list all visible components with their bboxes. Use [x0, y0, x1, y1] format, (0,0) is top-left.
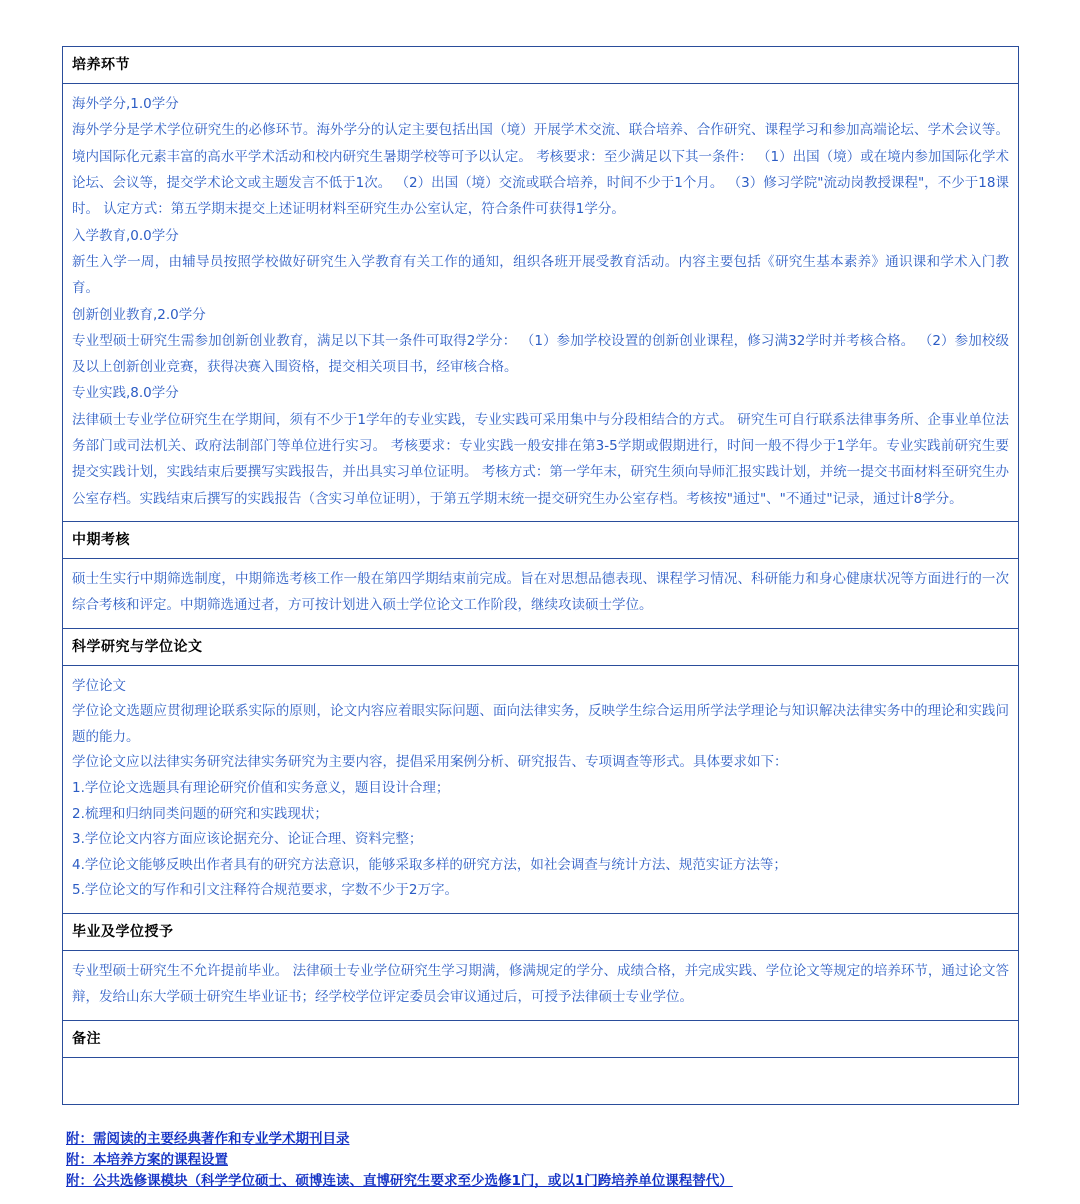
table-row-section-body — [63, 559, 1019, 629]
paragraph-thesis-requirement-5: 5.学位论文的写作和引文注释符合规范要求，字数不少于2万字。 — [72, 882, 458, 899]
section-body-midterm-assessment — [63, 559, 1019, 629]
section-heading-remarks: 备注 — [63, 1020, 1019, 1057]
paragraph-midterm-assessment: 硕士生实行中期筛选制度，中期筛选考核工作一般在第四学期结束前完成。旨在对思想品德表现、课程学习情况、科研能力和身心健康状况等方面进行的一次综合考核和评定。中期筛选通过者，方可按计划进入硕士学位论文工作阶段，继续攻读硕士学位。 — [72, 571, 1009, 614]
paragraph-thesis-requirement-3: 3.学位论文内容方面应该论据充分、论证合理、资料完整； — [72, 831, 423, 848]
attachment-link-public-elective-module[interactable]: 附：公共选修课模块（科学学位硕士、硕博连读、直博研究生要求至少选修1门，或以1门跨培养单位课程替代） — [66, 1172, 733, 1189]
section-body-graduation-and-degree — [63, 951, 1019, 1021]
attachment-link-reading-list[interactable]: 附：需阅读的主要经典著作和专业学术期刊目录 — [66, 1130, 350, 1147]
paragraph-thesis-requirement-1: 1.学位论文选题具有理论研究价值和实务意义，题目设计合理； — [72, 779, 450, 796]
table-row-section-body — [63, 951, 1019, 1021]
attachment-links — [62, 1129, 1018, 1192]
attachment-link-course-setup[interactable]: 附：本培养方案的课程设置 — [66, 1151, 228, 1168]
paragraph-professional-practice: 法律硕士专业学位研究生在学期间，须有不少于1学年的专业实践，专业实践可采用集中与分段相结合的方式。 研究生可自行联系法律事务所、企事业单位法务部门或司法机关、政府法制部门等单位进行实习。 考核要求：专业实践一般安排在第3-5学期或假期进行，时间一般不得少于1学年。专业实践前研究生要提交实践计划，实践结束后要撰写实践报告，并出具实习单位证明。 考核方式：第一学年末，研究生须向导师汇报实践计划，并统一提交书面材料至研究生办公室存档。实践结束后撰写的实践报告（含实习单位证明），于第五学期末统一提交研究生办公室存档。考核按"通过"、"不通过"记录，通过计8学分。 — [72, 411, 1009, 507]
cultivation-plan-table — [62, 46, 1019, 1105]
table-row-section-heading — [63, 522, 1019, 559]
subsection-label-professional-practice: 专业实践,8.0学分 — [72, 385, 179, 402]
paragraph-overseas-credits: 海外学分是学术学位研究生的必修环节。海外学分的认定主要包括出国（境）开展学术交流、联合培养、合作研究、课程学习和参加高端论坛、学术会议等。境内国际化元素丰富的高水平学术活动和校内研究生暑期学校等可予以认定。 考核要求：至少满足以下其一条件： （1）出国（境）或在境内参加国际化学术论坛、会议等，提交学术论文或主题发言不低于1次。 （2）出国（境）交流或联合培养，时间不少于1个月。 （3）修习学院"流动岗教授课程"，不少于18课时。 认定方式：第五学期末提交上述证明材料至研究生办公室认定，符合条件可获得1学分。 — [72, 122, 1009, 218]
section-heading-graduation-and-degree: 毕业及学位授予 — [63, 914, 1019, 951]
table-row-section-body — [63, 665, 1019, 913]
paragraph-thesis-requirement-4: 4.学位论文能够反映出作者具有的研究方法意识，能够采取多样的研究方法，如社会调查与统计方法、规范实证方法等； — [72, 856, 787, 873]
paragraph-thesis-topic: 学位论文选题应贯彻理论联系实际的原则，论文内容应着眼实际问题、面向法律实务，反映学生综合运用所学法学理论与知识解决法律实务中的理论和实践问题的能力。 — [72, 702, 1009, 745]
section-heading-training-stages: 培养环节 — [63, 47, 1019, 84]
table-row-section-body — [63, 84, 1019, 522]
table-row-section-heading — [63, 628, 1019, 665]
table-row-section-heading — [63, 47, 1019, 84]
table-row-section-heading — [63, 1020, 1019, 1057]
table-row-section-body — [63, 1057, 1019, 1104]
subsection-label-innovation-education: 创新创业教育,2.0学分 — [72, 306, 206, 323]
section-heading-research-and-thesis: 科学研究与学位论文 — [63, 628, 1019, 665]
paragraph-graduation-and-degree: 专业型硕士研究生不允许提前毕业。 法律硕士专业学位研究生学习期满，修满规定的学分、成绩合格，并完成实践、学位论文等规定的培养环节，通过论文答辩，发给山东大学硕士研究生毕业证书；经学校学位评定委员会审议通过后，可授予法律硕士专业学位。 — [72, 963, 1009, 1006]
subsection-label-overseas-credits: 海外学分,1.0学分 — [72, 96, 179, 112]
paragraph-thesis-requirement-2: 2.梳理和归纳同类问题的研究和实践现状； — [72, 805, 328, 822]
table-row-section-heading — [63, 914, 1019, 951]
paragraph-innovation-education: 专业型硕士研究生需参加创新创业教育，满足以下其一条件可取得2学分： （1）参加学校设置的创新创业课程，修习满32学时并考核合格。 （2）参加校级及以上创新创业竞赛，获得决赛入围资格，提交相关项目书，经审核合格。 — [72, 332, 1009, 376]
subsection-label-thesis: 学位论文 — [72, 677, 126, 694]
section-heading-midterm-assessment: 中期考核 — [63, 522, 1019, 559]
paragraph-orientation: 新生入学一周，由辅导员按照学校做好研究生入学教育有关工作的通知，组织各班开展受教育活动。内容主要包括《研究生基本素养》通识课和学术入门教育。 — [72, 253, 1009, 297]
section-body-training-stages — [63, 84, 1019, 522]
subsection-label-orientation: 入学教育,0.0学分 — [72, 227, 179, 244]
paragraph-thesis-content: 学位论文应以法律实务研究法律实务研究为主要内容，提倡采用案例分析、研究报告、专项调查等形式。具体要求如下： — [72, 754, 788, 771]
section-body-remarks — [63, 1057, 1019, 1104]
section-body-research-and-thesis — [63, 665, 1019, 913]
